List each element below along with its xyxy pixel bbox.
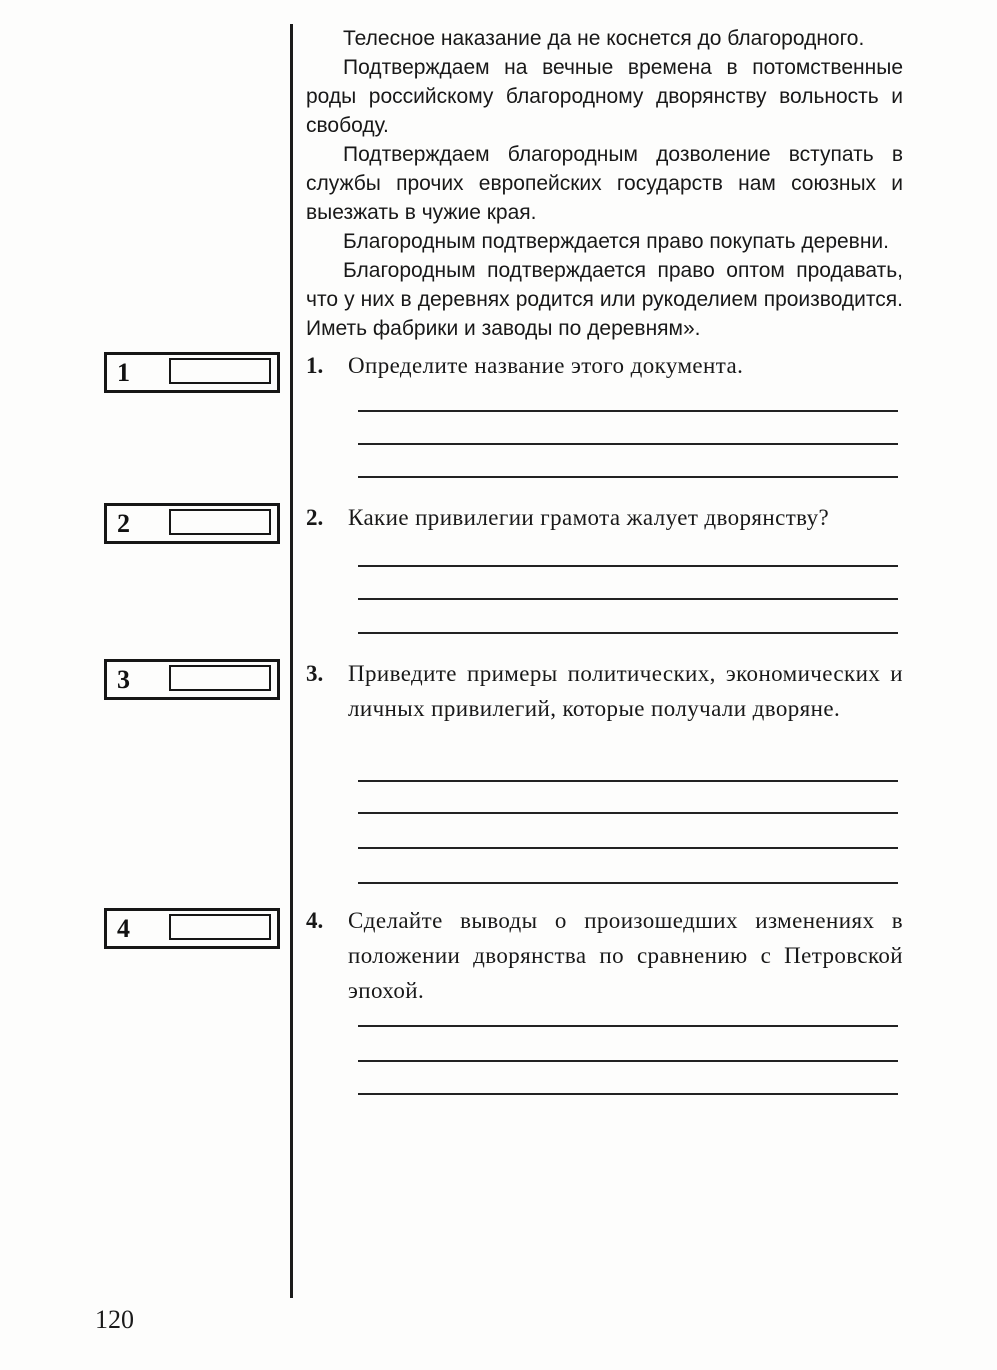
question-number: 2. bbox=[306, 505, 324, 530]
page-number: 120 bbox=[95, 1305, 134, 1334]
grade-box[interactable] bbox=[169, 914, 271, 940]
document-excerpt bbox=[306, 24, 903, 343]
task-marker-number: 3 bbox=[117, 665, 130, 694]
answer-line[interactable] bbox=[358, 476, 898, 478]
answer-line[interactable] bbox=[358, 847, 898, 849]
answer-line[interactable] bbox=[358, 1093, 898, 1095]
answer-line[interactable] bbox=[358, 1025, 898, 1027]
grade-box[interactable] bbox=[169, 358, 271, 384]
task-marker-box-4 bbox=[104, 908, 280, 949]
task-marker-box-3 bbox=[104, 659, 280, 700]
excerpt-paragraph: Телесное наказание да не коснется до благородного. bbox=[343, 27, 865, 50]
task-marker-number: 1 bbox=[117, 358, 130, 387]
task-marker-box-1 bbox=[104, 352, 280, 393]
margin-divider-line bbox=[290, 24, 293, 1298]
answer-line[interactable] bbox=[358, 443, 898, 445]
grade-box[interactable] bbox=[169, 509, 271, 535]
question-4 bbox=[306, 903, 903, 1008]
answer-line[interactable] bbox=[358, 565, 898, 567]
excerpt-paragraph: Подтверждаем на вечные времена в потомственные роды российскому благородному дворянству вольность и свободу. bbox=[306, 56, 903, 137]
question-3 bbox=[306, 656, 903, 726]
question-2 bbox=[306, 500, 903, 535]
answer-line[interactable] bbox=[358, 410, 898, 412]
question-text: Приведите примеры политических, экономических и личных привилегий, которые получали дворяне. bbox=[348, 661, 903, 721]
answer-line[interactable] bbox=[358, 632, 898, 634]
task-marker-number: 2 bbox=[117, 509, 130, 538]
question-text: Определите название этого документа. bbox=[348, 353, 744, 378]
excerpt-paragraph: Благородным подтверждается право оптом продавать, что у них в деревнях родится или рукоделием производится. Иметь фабрики и заводы по деревням». bbox=[306, 259, 903, 340]
question-text: Сделайте выводы о произошедших изменениях в положении дворянства по сравнению с Петровской эпохой. bbox=[348, 908, 903, 1003]
answer-line[interactable] bbox=[358, 1060, 898, 1062]
answer-line[interactable] bbox=[358, 812, 898, 814]
task-marker-box-2 bbox=[104, 503, 280, 544]
grade-box[interactable] bbox=[169, 665, 271, 691]
question-number: 3. bbox=[306, 661, 324, 686]
task-marker-number: 4 bbox=[117, 914, 130, 943]
answer-line[interactable] bbox=[358, 598, 898, 600]
answer-line[interactable] bbox=[358, 780, 898, 782]
question-1 bbox=[306, 348, 903, 383]
question-text: Какие привилегии грамота жалует дворянству? bbox=[348, 505, 830, 530]
question-number: 1. bbox=[306, 353, 324, 378]
answer-line[interactable] bbox=[358, 882, 898, 884]
excerpt-paragraph: Подтверждаем благородным дозволение вступать в службы прочих европейских государств нам союзных и выезжать в чужие края. bbox=[306, 143, 903, 224]
excerpt-paragraph: Благородным подтверждается право покупать деревни. bbox=[343, 230, 889, 253]
question-number: 4. bbox=[306, 908, 324, 933]
